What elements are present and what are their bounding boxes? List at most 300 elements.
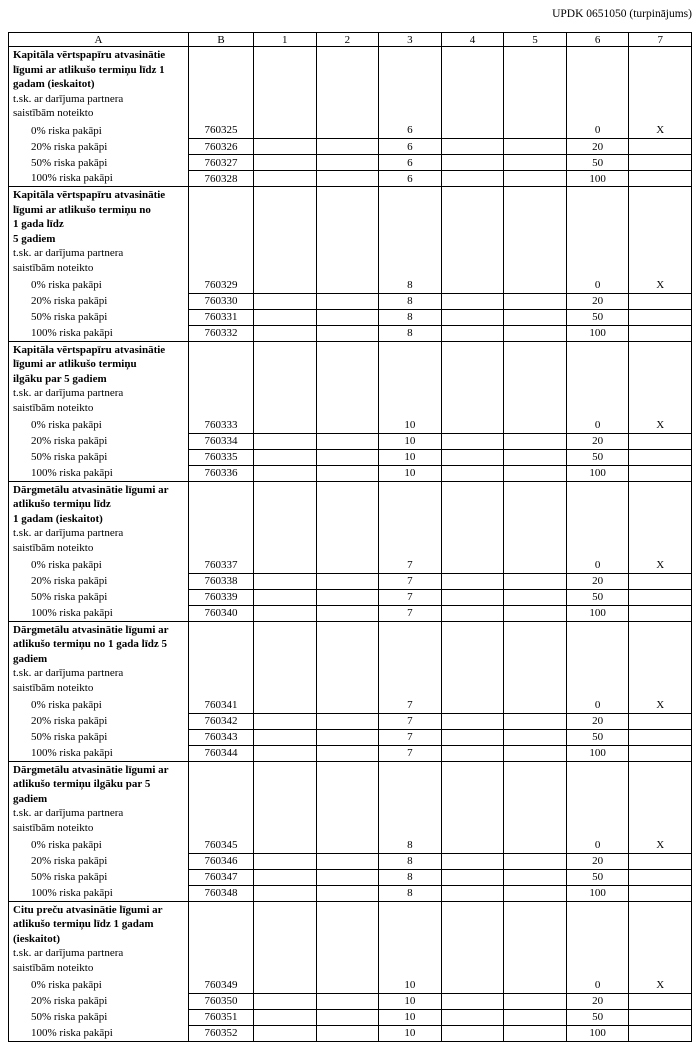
risk-row-label: 0% riska pakāpi <box>9 123 189 139</box>
row-code: 760338 <box>189 573 254 589</box>
data-column-spacer <box>441 621 504 697</box>
cell-col-6: 20 <box>566 139 629 155</box>
risk-row <box>9 1009 692 1025</box>
data-column-spacer <box>441 481 504 557</box>
data-column-spacer <box>379 341 442 417</box>
cell-col-6: 100 <box>566 885 629 901</box>
risk-row <box>9 155 692 171</box>
section-header-row <box>9 187 692 278</box>
cell-col-4 <box>441 1025 504 1041</box>
cell-col-7 <box>629 293 692 309</box>
cell-col-2 <box>316 713 379 729</box>
cell-col-2 <box>316 869 379 885</box>
data-column-spacer <box>504 187 567 278</box>
cell-col-4 <box>441 713 504 729</box>
cell-col-2 <box>316 853 379 869</box>
cell-col-1 <box>254 697 317 713</box>
cell-col-4 <box>441 309 504 325</box>
cell-col-2 <box>316 449 379 465</box>
section-title-line: gadiem <box>13 792 48 805</box>
cell-col-3: 8 <box>379 293 442 309</box>
cell-col-3: 8 <box>379 869 442 885</box>
risk-row <box>9 325 692 341</box>
cell-col-5 <box>504 605 567 621</box>
cell-col-5 <box>504 123 567 139</box>
code-column-spacer <box>189 187 254 278</box>
cell-col-3: 6 <box>379 139 442 155</box>
data-column-spacer <box>316 187 379 278</box>
cell-col-6: 50 <box>566 729 629 745</box>
cell-col-7 <box>629 993 692 1009</box>
data-column-spacer <box>316 47 379 123</box>
section-title-line: ilgāku par 5 gadiem <box>13 372 107 385</box>
data-column-spacer <box>629 761 692 837</box>
cell-col-6: 50 <box>566 309 629 325</box>
cell-col-2 <box>316 309 379 325</box>
cell-col-3: 8 <box>379 853 442 869</box>
data-column-spacer <box>379 187 442 278</box>
cell-col-7: X <box>629 977 692 993</box>
row-code: 760348 <box>189 885 254 901</box>
risk-row <box>9 433 692 449</box>
section-title-cell <box>9 761 189 837</box>
cell-col-1 <box>254 745 317 761</box>
row-code: 760352 <box>189 1025 254 1041</box>
cell-col-4 <box>441 1009 504 1025</box>
row-code: 760331 <box>189 309 254 325</box>
cell-col-6: 20 <box>566 993 629 1009</box>
section-header-row <box>9 901 692 977</box>
risk-row <box>9 837 692 853</box>
code-column-spacer <box>189 481 254 557</box>
risk-row <box>9 853 692 869</box>
section-title-line: Citu preču atvasinātie līgumi ar <box>13 903 163 916</box>
cell-col-1 <box>254 325 317 341</box>
cell-col-6: 0 <box>566 697 629 713</box>
section-title-cell <box>9 901 189 977</box>
section-title-line: Kapitāla vērtspapīru atvasinātie <box>13 343 166 356</box>
column-header-B: B <box>189 33 254 47</box>
row-code: 760335 <box>189 449 254 465</box>
cell-col-6: 50 <box>566 589 629 605</box>
cell-col-6: 50 <box>566 155 629 171</box>
data-column-spacer <box>441 901 504 977</box>
risk-row-label: 20% riska pakāpi <box>9 139 189 155</box>
cell-col-5 <box>504 557 567 573</box>
data-column-spacer <box>316 761 379 837</box>
cell-col-2 <box>316 589 379 605</box>
data-column-spacer <box>441 761 504 837</box>
cell-col-3: 8 <box>379 885 442 901</box>
row-code: 760342 <box>189 713 254 729</box>
data-column-spacer <box>566 761 629 837</box>
cell-col-5 <box>504 171 567 187</box>
risk-row <box>9 557 692 573</box>
cell-col-4 <box>441 277 504 293</box>
cell-col-4 <box>441 573 504 589</box>
cell-col-4 <box>441 837 504 853</box>
risk-row-label: 100% riska pakāpi <box>9 885 189 901</box>
cell-col-4 <box>441 293 504 309</box>
row-code: 760347 <box>189 869 254 885</box>
cell-col-5 <box>504 433 567 449</box>
risk-row-label: 20% riska pakāpi <box>9 433 189 449</box>
cell-col-5 <box>504 277 567 293</box>
cell-col-1 <box>254 869 317 885</box>
cell-col-2 <box>316 171 379 187</box>
row-code: 760327 <box>189 155 254 171</box>
risk-row-label: 50% riska pakāpi <box>9 1009 189 1025</box>
section-note-line: t.sk. ar darījuma partnera <box>13 947 124 959</box>
cell-col-6: 20 <box>566 573 629 589</box>
data-column-spacer <box>441 341 504 417</box>
section-title-line: 5 gadiem <box>13 232 56 245</box>
section-header-row <box>9 621 692 697</box>
risk-row <box>9 729 692 745</box>
risk-row <box>9 589 692 605</box>
cell-col-2 <box>316 465 379 481</box>
cell-col-1 <box>254 573 317 589</box>
risk-row <box>9 885 692 901</box>
cell-col-7: X <box>629 277 692 293</box>
doc-code: UPDK 0651050 (turpinājums) <box>552 8 692 20</box>
cell-col-3: 7 <box>379 589 442 605</box>
risk-row-label: 0% riska pakāpi <box>9 977 189 993</box>
section-title-cell <box>9 47 189 123</box>
cell-col-5 <box>504 293 567 309</box>
risk-row <box>9 465 692 481</box>
cell-col-1 <box>254 277 317 293</box>
cell-col-6: 0 <box>566 123 629 139</box>
report-table <box>8 32 692 1042</box>
column-header-3: 3 <box>379 33 442 47</box>
cell-col-2 <box>316 977 379 993</box>
cell-col-3: 8 <box>379 325 442 341</box>
section-note-line: t.sk. ar darījuma partnera <box>13 247 124 259</box>
section-note-line: t.sk. ar darījuma partnera <box>13 667 124 679</box>
data-column-spacer <box>504 761 567 837</box>
cell-col-7: X <box>629 123 692 139</box>
data-column-spacer <box>254 761 317 837</box>
cell-col-4 <box>441 449 504 465</box>
row-code: 760345 <box>189 837 254 853</box>
cell-col-7 <box>629 465 692 481</box>
cell-col-2 <box>316 837 379 853</box>
section-note-line: saistībām noteikto <box>13 961 94 974</box>
cell-col-6: 0 <box>566 977 629 993</box>
risk-row-label: 100% riska pakāpi <box>9 325 189 341</box>
cell-col-5 <box>504 449 567 465</box>
cell-col-2 <box>316 993 379 1009</box>
data-column-spacer <box>379 621 442 697</box>
risk-row-label: 0% riska pakāpi <box>9 697 189 713</box>
column-header-1: 1 <box>254 33 317 47</box>
risk-row <box>9 869 692 885</box>
data-column-spacer <box>441 47 504 123</box>
cell-col-7 <box>629 139 692 155</box>
row-code: 760330 <box>189 293 254 309</box>
cell-col-1 <box>254 1009 317 1025</box>
cell-col-7 <box>629 853 692 869</box>
data-column-spacer <box>629 341 692 417</box>
cell-col-1 <box>254 171 317 187</box>
risk-row <box>9 123 692 139</box>
cell-col-4 <box>441 325 504 341</box>
risk-row-label: 20% riska pakāpi <box>9 713 189 729</box>
data-column-spacer <box>629 187 692 278</box>
cell-col-7 <box>629 325 692 341</box>
data-column-spacer <box>629 621 692 697</box>
cell-col-1 <box>254 139 317 155</box>
code-column-spacer <box>189 621 254 697</box>
risk-row <box>9 277 692 293</box>
section-title-line: Kapitāla vērtspapīru atvasinātie <box>13 49 166 61</box>
cell-col-3: 7 <box>379 697 442 713</box>
cell-col-3: 7 <box>379 745 442 761</box>
data-column-spacer <box>504 481 567 557</box>
cell-col-3: 6 <box>379 171 442 187</box>
risk-row-label: 20% riska pakāpi <box>9 993 189 1009</box>
cell-col-1 <box>254 713 317 729</box>
cell-col-7 <box>629 155 692 171</box>
cell-col-5 <box>504 309 567 325</box>
cell-col-6: 100 <box>566 171 629 187</box>
cell-col-4 <box>441 605 504 621</box>
data-column-spacer <box>566 481 629 557</box>
cell-col-7 <box>629 573 692 589</box>
data-column-spacer <box>504 901 567 977</box>
cell-col-7 <box>629 449 692 465</box>
risk-row <box>9 309 692 325</box>
cell-col-3: 6 <box>379 123 442 139</box>
row-code: 760336 <box>189 465 254 481</box>
column-header-A: A <box>9 33 189 47</box>
risk-row <box>9 745 692 761</box>
risk-row <box>9 1025 692 1041</box>
cell-col-7: X <box>629 417 692 433</box>
row-code: 760333 <box>189 417 254 433</box>
cell-col-5 <box>504 745 567 761</box>
cell-col-4 <box>441 993 504 1009</box>
risk-row <box>9 139 692 155</box>
section-title-line: gadam (ieskaitot) <box>13 78 95 90</box>
risk-row-label: 50% riska pakāpi <box>9 155 189 171</box>
cell-col-6: 100 <box>566 605 629 621</box>
section-title-line: atlikušo termiņu no 1 gada līdz 5 <box>13 638 168 650</box>
cell-col-2 <box>316 155 379 171</box>
cell-col-3: 6 <box>379 155 442 171</box>
cell-col-5 <box>504 993 567 1009</box>
section-note-line: saistībām noteikto <box>13 107 94 119</box>
section-note-line: t.sk. ar darījuma partnera <box>13 92 124 105</box>
row-code: 760325 <box>189 123 254 139</box>
cell-col-4 <box>441 139 504 155</box>
cell-col-7: X <box>629 837 692 853</box>
section-title-line: līgumi ar atlikušo termiņu no <box>13 203 151 216</box>
section-header-row <box>9 47 692 123</box>
column-header-row <box>9 33 692 47</box>
cell-col-3: 7 <box>379 729 442 745</box>
risk-row-label: 50% riska pakāpi <box>9 869 189 885</box>
cell-col-3: 10 <box>379 449 442 465</box>
table-body <box>9 47 692 1042</box>
risk-row <box>9 697 692 713</box>
cell-col-3: 8 <box>379 277 442 293</box>
cell-col-4 <box>441 885 504 901</box>
cell-col-2 <box>316 293 379 309</box>
data-column-spacer <box>566 341 629 417</box>
cell-col-6: 0 <box>566 277 629 293</box>
risk-row-label: 0% riska pakāpi <box>9 557 189 573</box>
data-column-spacer <box>254 901 317 977</box>
risk-row-label: 100% riska pakāpi <box>9 1025 189 1041</box>
data-column-spacer <box>441 187 504 278</box>
cell-col-6: 100 <box>566 745 629 761</box>
data-column-spacer <box>316 901 379 977</box>
cell-col-1 <box>254 309 317 325</box>
cell-col-7 <box>629 605 692 621</box>
section-note-line: t.sk. ar darījuma partnera <box>13 807 124 819</box>
row-code: 760328 <box>189 171 254 187</box>
cell-col-3: 10 <box>379 417 442 433</box>
cell-col-4 <box>441 589 504 605</box>
cell-col-7 <box>629 745 692 761</box>
cell-col-2 <box>316 417 379 433</box>
cell-col-5 <box>504 1009 567 1025</box>
row-code: 760350 <box>189 993 254 1009</box>
section-note-line: saistībām noteikto <box>13 261 94 274</box>
cell-col-2 <box>316 433 379 449</box>
cell-col-6: 0 <box>566 557 629 573</box>
cell-col-4 <box>441 729 504 745</box>
cell-col-4 <box>441 557 504 573</box>
cell-col-5 <box>504 853 567 869</box>
cell-col-5 <box>504 729 567 745</box>
cell-col-1 <box>254 293 317 309</box>
cell-col-1 <box>254 977 317 993</box>
data-column-spacer <box>504 341 567 417</box>
row-code: 760343 <box>189 729 254 745</box>
cell-col-3: 7 <box>379 605 442 621</box>
cell-col-7 <box>629 433 692 449</box>
data-column-spacer <box>379 47 442 123</box>
row-code: 760346 <box>189 853 254 869</box>
section-header-row <box>9 481 692 557</box>
cell-col-1 <box>254 465 317 481</box>
cell-col-5 <box>504 885 567 901</box>
risk-row <box>9 171 692 187</box>
section-title-cell <box>9 481 189 557</box>
cell-col-3: 10 <box>379 1009 442 1025</box>
section-title-cell <box>9 341 189 417</box>
section-title-line: (ieskaitot) <box>13 932 61 945</box>
section-title-line: Dārgmetālu atvasinātie līgumi ar <box>13 763 169 776</box>
data-column-spacer <box>379 761 442 837</box>
cell-col-6: 0 <box>566 417 629 433</box>
cell-col-6: 50 <box>566 1009 629 1025</box>
cell-col-7 <box>629 713 692 729</box>
cell-col-4 <box>441 697 504 713</box>
section-title-line: Kapitāla vērtspapīru atvasinātie <box>13 189 166 201</box>
cell-col-6: 20 <box>566 433 629 449</box>
risk-row-label: 50% riska pakāpi <box>9 309 189 325</box>
row-code: 760341 <box>189 697 254 713</box>
column-header-4: 4 <box>441 33 504 47</box>
risk-row <box>9 605 692 621</box>
cell-col-6: 100 <box>566 1025 629 1041</box>
section-title-line: līgumi ar atlikušo termiņu līdz 1 <box>13 63 165 76</box>
section-header-row <box>9 761 692 837</box>
cell-col-3: 10 <box>379 465 442 481</box>
cell-col-4 <box>441 853 504 869</box>
cell-col-2 <box>316 1025 379 1041</box>
data-column-spacer <box>379 901 442 977</box>
row-code: 760339 <box>189 589 254 605</box>
cell-col-4 <box>441 869 504 885</box>
risk-row-label: 20% riska pakāpi <box>9 293 189 309</box>
data-column-spacer <box>316 341 379 417</box>
cell-col-5 <box>504 977 567 993</box>
cell-col-3: 10 <box>379 977 442 993</box>
data-column-spacer <box>254 187 317 278</box>
cell-col-7 <box>629 1025 692 1041</box>
cell-col-6: 20 <box>566 853 629 869</box>
cell-col-6: 50 <box>566 449 629 465</box>
section-title-line: atlikušo termiņu līdz 1 gadam <box>13 918 154 930</box>
section-title-line: 1 gadam (ieskaitot) <box>13 512 103 525</box>
cell-col-2 <box>316 139 379 155</box>
cell-col-5 <box>504 573 567 589</box>
cell-col-5 <box>504 837 567 853</box>
risk-row-label: 100% riska pakāpi <box>9 465 189 481</box>
cell-col-1 <box>254 449 317 465</box>
cell-col-3: 7 <box>379 713 442 729</box>
risk-row-label: 0% riska pakāpi <box>9 837 189 853</box>
risk-row <box>9 573 692 589</box>
cell-col-4 <box>441 745 504 761</box>
data-column-spacer <box>316 621 379 697</box>
risk-row <box>9 977 692 993</box>
cell-col-4 <box>441 155 504 171</box>
row-code: 760340 <box>189 605 254 621</box>
cell-col-4 <box>441 465 504 481</box>
cell-col-2 <box>316 573 379 589</box>
cell-col-2 <box>316 325 379 341</box>
cell-col-2 <box>316 123 379 139</box>
cell-col-2 <box>316 885 379 901</box>
cell-col-1 <box>254 885 317 901</box>
column-header-6: 6 <box>566 33 629 47</box>
data-column-spacer <box>504 621 567 697</box>
cell-col-6: 100 <box>566 465 629 481</box>
cell-col-7 <box>629 729 692 745</box>
section-header-row <box>9 341 692 417</box>
cell-col-3: 10 <box>379 1025 442 1041</box>
cell-col-1 <box>254 417 317 433</box>
risk-row-label: 100% riska pakāpi <box>9 605 189 621</box>
cell-col-6: 0 <box>566 837 629 853</box>
cell-col-5 <box>504 417 567 433</box>
cell-col-1 <box>254 729 317 745</box>
risk-row-label: 50% riska pakāpi <box>9 449 189 465</box>
risk-row <box>9 417 692 433</box>
data-column-spacer <box>254 47 317 123</box>
row-code: 760334 <box>189 433 254 449</box>
row-code: 760349 <box>189 977 254 993</box>
cell-col-1 <box>254 993 317 1009</box>
risk-row-label: 0% riska pakāpi <box>9 277 189 293</box>
section-note-line: saistībām noteikto <box>13 821 94 834</box>
